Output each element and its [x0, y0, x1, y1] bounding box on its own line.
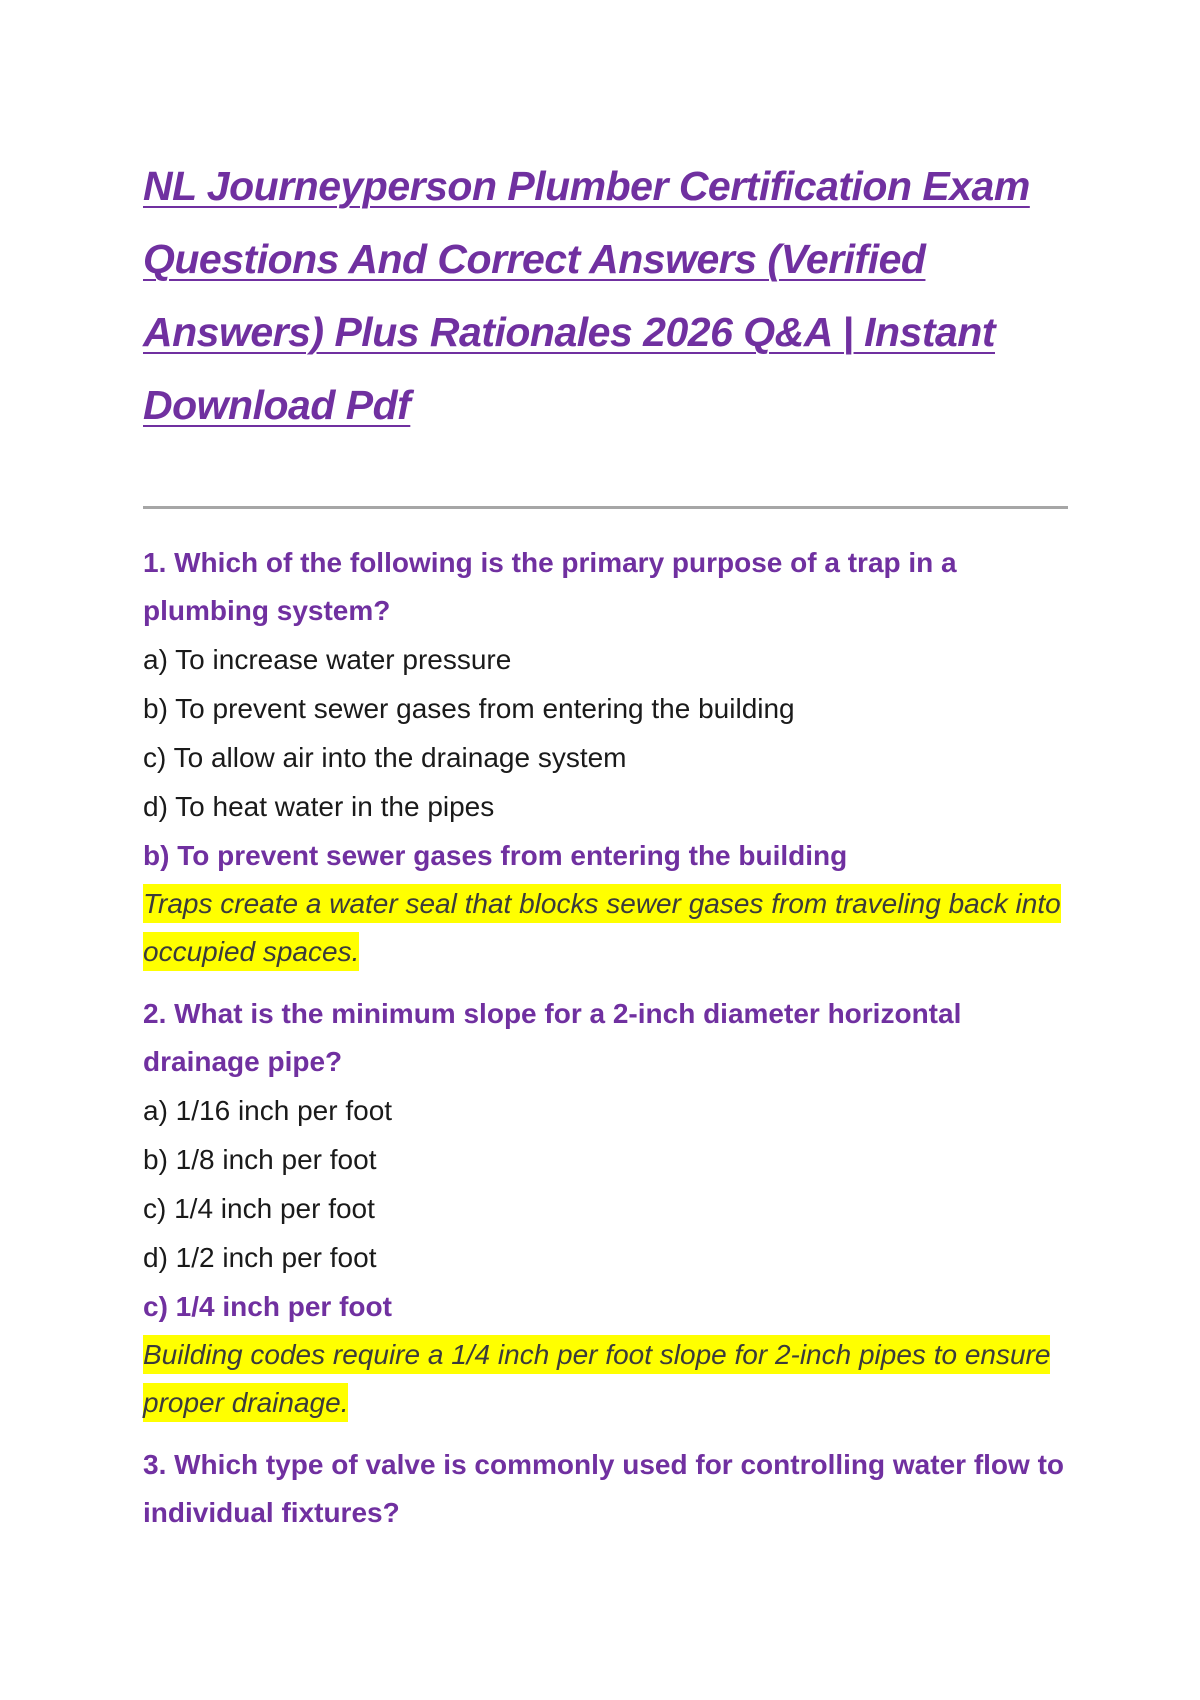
option-c: c) To allow air into the drainage system [143, 742, 627, 773]
document-page [143, 150, 1068, 1551]
question-text: 1. Which of the following is the primary purpose of a trap in a plumbing system? [143, 547, 957, 626]
question-text: 2. What is the minimum slope for a 2-inch diameter horizontal drainage pipe? [143, 998, 962, 1077]
option-list [143, 1086, 1068, 1282]
question-1 [143, 539, 1068, 976]
rationale-highlight: Traps create a water seal that blocks sewer gases from traveling back into occupied spaces. [143, 884, 1061, 971]
option-b: b) 1/8 inch per foot [143, 1144, 377, 1175]
option-b: b) To prevent sewer gases from entering the building [143, 693, 795, 724]
divider-line [143, 506, 1068, 509]
rationale [143, 880, 1068, 976]
rationale [143, 1331, 1068, 1427]
question-2 [143, 990, 1068, 1427]
correct-answer: c) 1/4 inch per foot [143, 1291, 392, 1322]
question-text: 3. Which type of valve is commonly used for controlling water flow to individual fixtures? [143, 1449, 1065, 1528]
option-c: c) 1/4 inch per foot [143, 1193, 375, 1224]
rationale-highlight: Building codes require a 1/4 inch per foot slope for 2-inch pipes to ensure proper drainage. [143, 1335, 1050, 1422]
option-list [143, 635, 1068, 831]
question-list [143, 539, 1068, 1537]
question-3 [143, 1441, 1068, 1537]
correct-answer: b) To prevent sewer gases from entering the building [143, 840, 848, 871]
document-title: NL Journeyperson Plumber Certification Exam Questions And Correct Answers (Verified Answers) Plus Rationales 2026 Q&A | Instant Download Pdf [143, 163, 1030, 428]
option-a: a) To increase water pressure [143, 644, 512, 675]
option-d: d) To heat water in the pipes [143, 791, 495, 822]
option-d: d) 1/2 inch per foot [143, 1242, 377, 1273]
option-a: a) 1/16 inch per foot [143, 1095, 393, 1126]
